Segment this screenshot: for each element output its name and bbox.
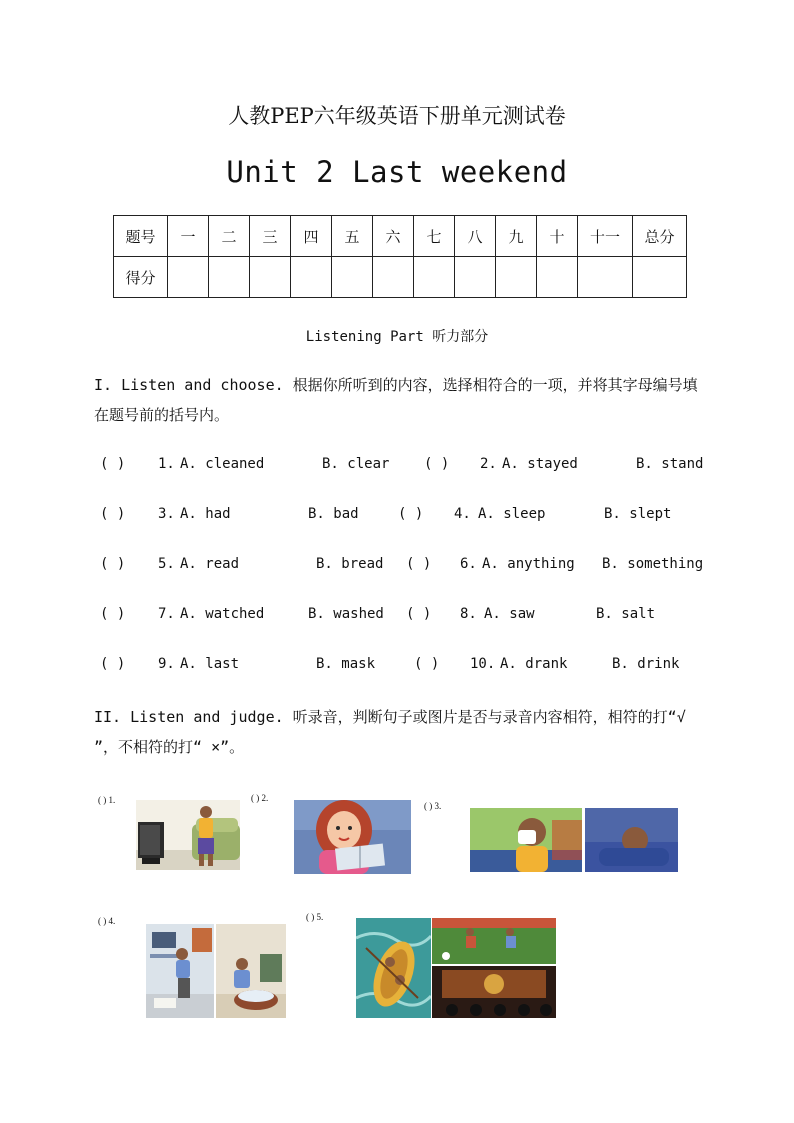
answer-blank[interactable]: ( ): [398, 506, 424, 522]
question-number: 8.: [460, 606, 477, 622]
section2-title: II. Listen and judge. 听录音，判断句子或图片是否与录音内容相符，相符的打“√: [94, 708, 686, 726]
question-row: [100, 606, 710, 628]
score-input-cell[interactable]: [209, 257, 250, 298]
question-number: 5.: [158, 556, 175, 572]
option-a: A. read: [180, 556, 240, 572]
score-cell: 二: [209, 216, 250, 257]
question-number: 2.: [480, 456, 497, 472]
option-b: B. slept: [604, 506, 672, 522]
option-a: A. anything: [482, 556, 575, 572]
score-input-cell[interactable]: [291, 257, 332, 298]
picture-3b: [585, 808, 678, 872]
option-b: B. washed: [308, 606, 384, 622]
picture-label: ( ) 1.: [98, 795, 116, 805]
score-input-cell[interactable]: [168, 257, 209, 298]
option-b: B. bad: [308, 506, 359, 522]
score-input-cell[interactable]: [414, 257, 455, 298]
picture-2: [294, 800, 411, 874]
question-number: 10.: [470, 656, 496, 672]
option-a: A. sleep: [478, 506, 546, 522]
score-cell: 三: [250, 216, 291, 257]
score-cell: 八: [455, 216, 496, 257]
score-cell: 四: [291, 216, 332, 257]
question-number: 9.: [158, 656, 175, 672]
option-b: B. stand: [636, 456, 704, 472]
score-input-cell[interactable]: [633, 257, 687, 298]
option-a: A. had: [180, 506, 231, 522]
answer-blank[interactable]: ( ): [100, 606, 126, 622]
option-b: B. drink: [612, 656, 680, 672]
score-table-header-row: [114, 216, 687, 257]
answer-blank[interactable]: ( ): [100, 556, 126, 572]
cinema-illustration: [432, 966, 556, 1018]
score-table-score-row: [114, 257, 687, 298]
score-cell: 六: [373, 216, 414, 257]
football-illustration: [432, 918, 556, 964]
score-table: [113, 215, 687, 298]
picture-label: ( ) 2.: [251, 793, 269, 803]
score-cell: 一: [168, 216, 209, 257]
question-number: 7.: [158, 606, 175, 622]
picture-4: [146, 924, 286, 1018]
score-input-cell[interactable]: [496, 257, 537, 298]
unit-title: Unit 2 Last weekend: [226, 155, 568, 189]
picture-5b: [432, 918, 556, 964]
question-row: [100, 456, 710, 478]
question-number: 6.: [460, 556, 477, 572]
option-a: A. cleaned: [180, 456, 265, 472]
answer-blank[interactable]: ( ): [406, 556, 432, 572]
answer-blank[interactable]: ( ): [100, 456, 126, 472]
picture-label: ( ) 3.: [424, 801, 442, 811]
option-b: B. salt: [596, 606, 656, 622]
page-title: 人教PEP六年级英语下册单元测试卷: [228, 104, 566, 128]
boy-watching-tv-illustration: [136, 800, 240, 870]
score-cell: 题号: [114, 216, 168, 257]
score-cell: 十: [537, 216, 578, 257]
option-b: B. mask: [316, 656, 376, 672]
listening-heading: Listening Part 听力部分: [305, 329, 489, 345]
option-a: A. stayed: [502, 456, 578, 472]
answer-blank[interactable]: ( ): [414, 656, 440, 672]
score-input-cell[interactable]: [537, 257, 578, 298]
score-cell: 九: [496, 216, 537, 257]
score-input-cell[interactable]: [373, 257, 414, 298]
option-b: B. clear: [322, 456, 390, 472]
score-cell: 总分: [633, 216, 687, 257]
picture-1: [136, 800, 240, 870]
question-number: 3.: [158, 506, 175, 522]
score-input-cell[interactable]: [332, 257, 373, 298]
score-cell: 十一: [578, 216, 633, 257]
section1-title-cont: 在题号前的括号内。: [94, 406, 230, 424]
picture-3a: [470, 808, 582, 872]
picture-5a: [356, 918, 431, 1018]
question-number: 4.: [454, 506, 471, 522]
question-row: [100, 656, 710, 678]
option-b: B. something: [602, 556, 704, 572]
score-cell: 得分: [114, 257, 168, 298]
answer-blank[interactable]: ( ): [100, 506, 126, 522]
option-a: A. drank: [500, 656, 568, 672]
option-a: A. saw: [484, 606, 535, 622]
question-row: [100, 556, 710, 578]
rafting-illustration: [356, 918, 431, 1018]
question-number: 1.: [158, 456, 175, 472]
option-a: A. watched: [180, 606, 265, 622]
option-a: A. last: [180, 656, 240, 672]
answer-blank[interactable]: ( ): [424, 456, 450, 472]
section1-title: I. Listen and choose. 根据你所听到的内容，选择相符合的一项，并将其字母编号填: [94, 376, 698, 394]
boy-cleaning-and-washing-illustration: [146, 924, 286, 1018]
picture-label: ( ) 4.: [98, 916, 116, 926]
answer-blank[interactable]: ( ): [100, 656, 126, 672]
option-b: B. bread: [316, 556, 384, 572]
section2-title-cont: ”，不相符的打“ ×”。: [94, 738, 245, 756]
boy-sneezing-illustration: [470, 808, 582, 872]
boy-sleeping-illustration: [585, 808, 678, 872]
score-input-cell[interactable]: [578, 257, 633, 298]
score-input-cell[interactable]: [250, 257, 291, 298]
question-row: [100, 506, 710, 528]
answer-blank[interactable]: ( ): [406, 606, 432, 622]
picture-label: ( ) 5.: [306, 912, 324, 922]
girl-reading-book-illustration: [294, 800, 411, 874]
score-input-cell[interactable]: [455, 257, 496, 298]
picture-5c: [432, 966, 556, 1018]
score-cell: 五: [332, 216, 373, 257]
score-cell: 七: [414, 216, 455, 257]
